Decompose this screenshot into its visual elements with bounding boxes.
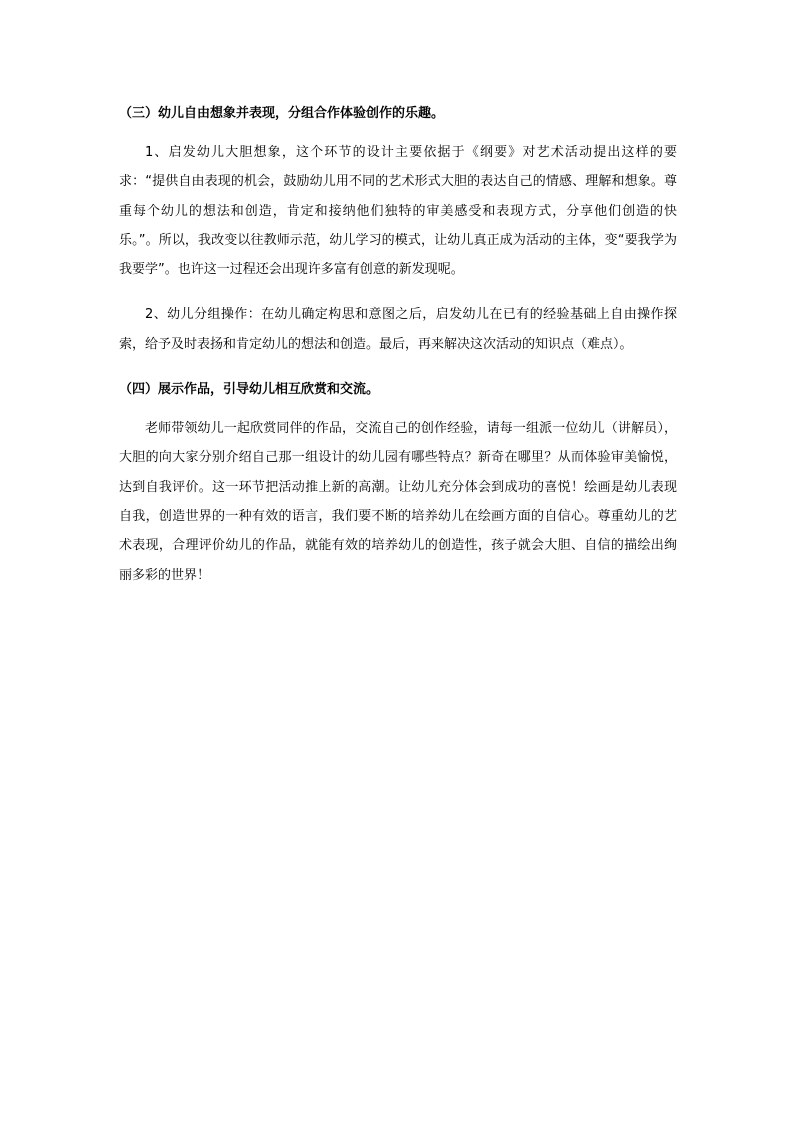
paragraph-4-1: 老师带领幼儿一起欣赏同伴的作品，交流自己的创作经验，请每一组派一位幼儿（讲解员），大胆的向大家分别介绍自己那一组设计的幼儿园有哪些特点？新奇在哪里？从而体验审美愉悦，达到自我评价。这一环节把活动推上新的高潮。让幼儿充分体会到成功的喜悦！绘画是幼儿表现自我，创造世界的一种有效的语言，我们要不断的培养幼儿在绘画方面的自信心。尊重幼儿的艺术表现，合理评价幼儿的作品，就能有效的培养幼儿的创造性，孩子就会大胆、自信的描绘出绚丽多彩的世界！ <box>119 421 677 583</box>
document-body <box>119 100 677 590</box>
section-heading-3: （三）幼儿自由想象并表现，分组合作体验创作的乐趣。 <box>119 106 445 121</box>
section-heading-4: （四）展示作品，引导幼儿相互欣赏和交流。 <box>119 382 380 398</box>
paragraph-3-2: 2、幼儿分组操作：在幼儿确定构思和意图之后，启发幼儿在已有的经验基础上自由操作探索，给予及时表扬和肯定幼儿的想法和创造。最后，再来解决这次活动的知识点（难点）。 <box>119 307 677 352</box>
paragraph-3-1: 1、启发幼儿大胆想象，这个环节的设计主要依据于《纲要》对艺术活动提出这样的要求：“提供自由表现的机会，鼓励幼儿用不同的艺术形式大胆的表达自己的情感、理解和想象。尊重每个幼儿的想法和创造，肯定和接纳他们独特的审美感受和表现方式，分享他们创造的快乐。”。所以，我改变以往教师示范，幼儿学习的模式，让幼儿真正成为活动的主体，变“要我学为我要学”。也许这一过程还会出现许多富有创意的新发现呢。 <box>119 145 677 278</box>
